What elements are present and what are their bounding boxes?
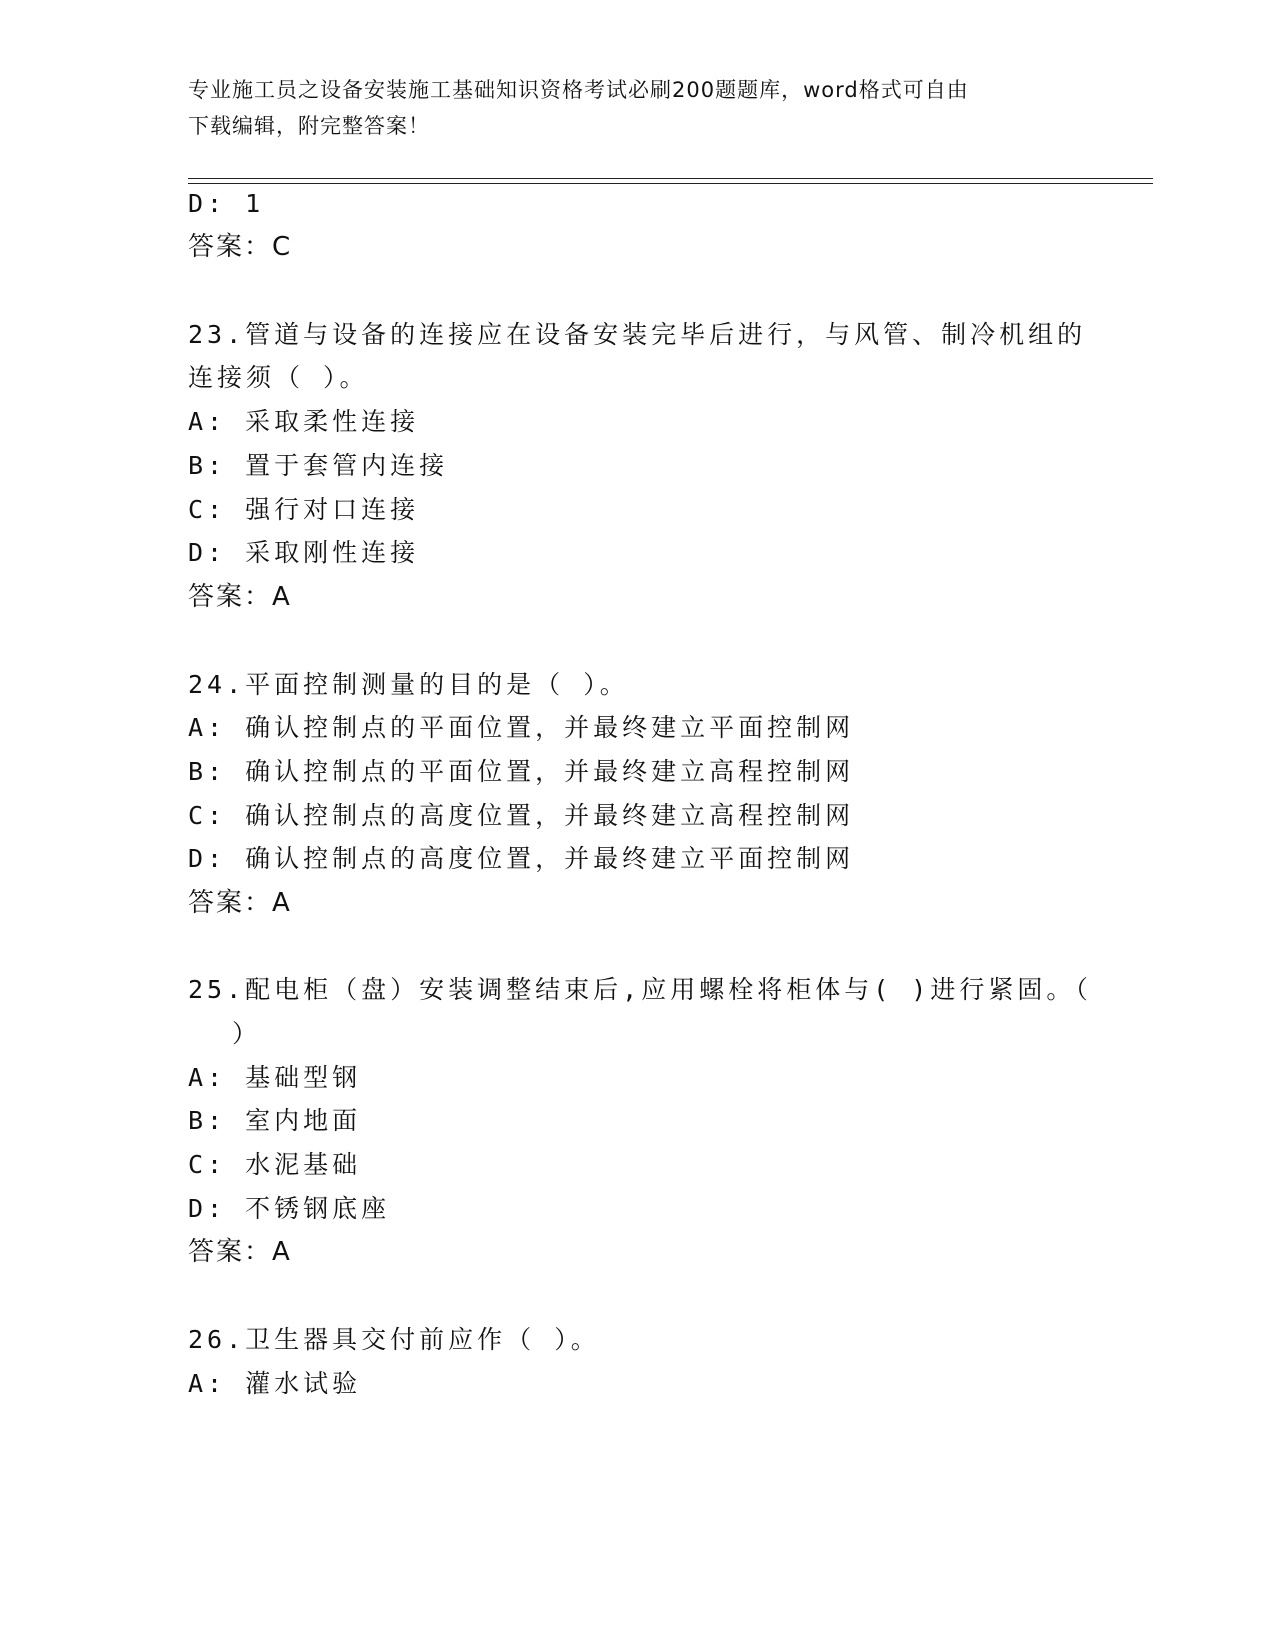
header-divider-top [188,178,1153,179]
q26-stem-line1: 26.卫生器具交付前应作（ ）。 [188,1325,600,1354]
q23-stem-line2: 连接须（ ）。 [188,363,369,392]
q23-option-c: C: 强行对口连接 [188,495,420,524]
q25-option-a: A: 基础型钢 [188,1063,362,1092]
q24-stem-line1: 24.平面控制测量的目的是（ ）。 [188,670,629,699]
q25-answer: 答案：A [188,1237,292,1267]
q24-option-a: A: 确认控制点的平面位置，并最终建立平面控制网 [188,713,855,742]
q23-answer: 答案：A [188,582,292,612]
q23-option-a: A: 采取柔性连接 [188,407,420,436]
q25-stem-line1: 25.配电柜（盘）安装调整结束后,应用螺栓将柜体与( )进行紧固。（ [188,975,1092,1004]
q24-option-b: B: 确认控制点的平面位置，并最终建立高程控制网 [188,757,855,786]
q23-option-d: D: 采取刚性连接 [188,538,420,567]
q25-option-b: B: 室内地面 [188,1106,362,1135]
q25-option-c: C: 水泥基础 [188,1150,362,1179]
q22-option-d: D: 1 [188,189,265,218]
header-title-line2: 下载编辑，附完整答案！ [188,114,430,138]
q23-stem-line1: 23.管道与设备的连接应在设备安装完毕后进行，与风管、制冷机组的 [188,320,1087,349]
q24-option-c: C: 确认控制点的高度位置，并最终建立高程控制网 [188,801,855,830]
q26-option-a: A: 灌水试验 [188,1369,362,1398]
q24-option-d: D: 确认控制点的高度位置，并最终建立平面控制网 [188,844,855,873]
q23-option-b: B: 置于套管内连接 [188,451,449,480]
q25-stem-line2: ） [232,1019,262,1048]
q24-answer: 答案：A [188,888,292,918]
header-title-line1: 专业施工员之设备安装施工基础知识资格考试必刷200题题库，word格式可自由 [188,78,969,102]
q22-answer: 答案：C [188,232,293,262]
document-header [188,72,1088,144]
q25-option-d: D: 不锈钢底座 [188,1194,391,1223]
header-divider-bottom [188,183,1153,184]
